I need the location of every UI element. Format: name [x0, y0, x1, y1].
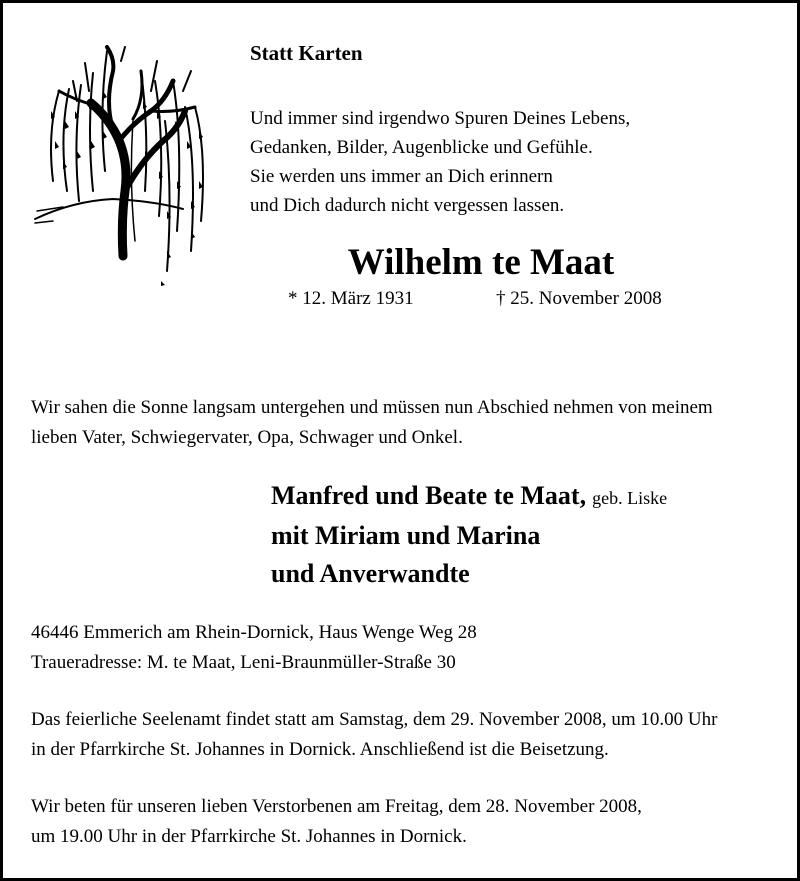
- family-line: [271, 477, 667, 517]
- farewell-line: Wir sahen die Sonne langsam untergehen und müssen nun Abschied nehmen von meinem: [31, 397, 713, 418]
- family-names: Manfred und Beate te Maat,: [271, 481, 587, 510]
- deceased-name: Wilhelm te Maat: [347, 242, 615, 283]
- prayer-info: [31, 792, 642, 852]
- death-date: † 25. November 2008: [496, 288, 662, 309]
- farewell-line: lieben Vater, Schwiegervater, Opa, Schwager und Onkel.: [31, 427, 463, 448]
- farewell-text: [31, 393, 713, 453]
- poem: [250, 104, 630, 220]
- family-line: und Anverwandte: [271, 559, 470, 588]
- heading-statt-karten: Statt Karten: [250, 41, 363, 65]
- poem-line: und Dich dadurch nicht vergessen lassen.: [250, 195, 565, 216]
- prayer-line: um 19.00 Uhr in der Pfarrkirche St. Johannes in Dornick.: [31, 826, 467, 847]
- birth-date: * 12. März 1931: [288, 288, 414, 309]
- service-info: [31, 705, 717, 765]
- service-line: in der Pfarrkirche St. Johannes in Dornick. Anschließend ist die Beisetzung.: [31, 739, 609, 760]
- prayer-line: Wir beten für unseren lieben Verstorbenen am Freitag, dem 28. November 2008,: [31, 796, 642, 817]
- maiden-name: geb. Liske: [592, 488, 668, 508]
- poem-line: Und immer sind irgendwo Spuren Deines Lebens,: [250, 108, 631, 129]
- address-line: Traueradresse: M. te Maat, Leni-Braunmüller-Straße 30: [31, 652, 456, 673]
- family-signature: [271, 477, 667, 593]
- poem-line: Sie werden uns immer an Dich erinnern: [250, 166, 553, 187]
- service-line: Das feierliche Seelenamt findet statt am Samstag, dem 29. November 2008, um 10.00 Uhr: [31, 709, 718, 730]
- address-block: [31, 618, 477, 678]
- family-line: mit Miriam und Marina: [271, 521, 541, 550]
- poem-line: Gedanken, Bilder, Augenblicke und Gefühle.: [250, 137, 593, 158]
- address-line: 46446 Emmerich am Rhein-Dornick, Haus Wenge Weg 28: [31, 622, 477, 643]
